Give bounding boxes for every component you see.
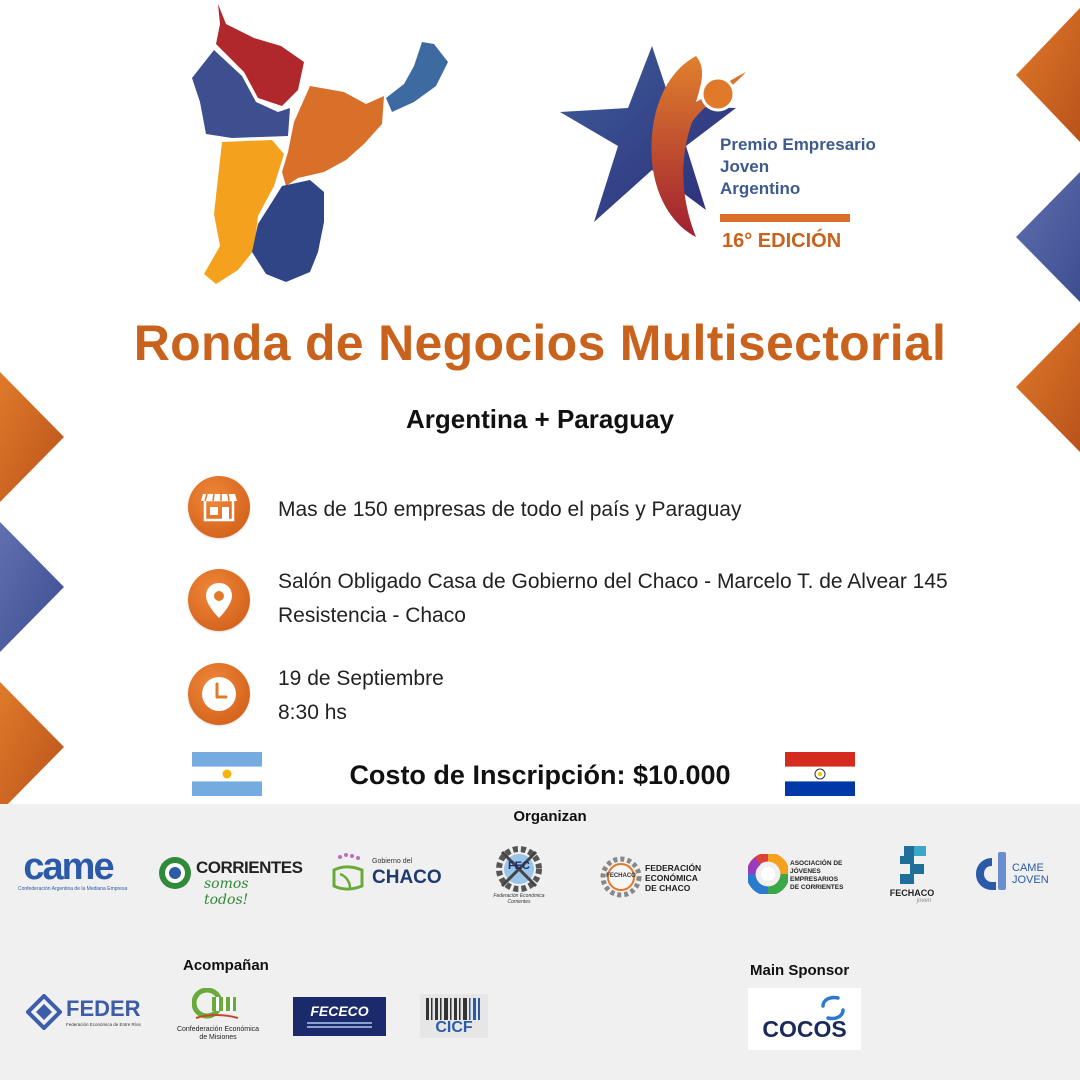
corrientes-shield-icon [158, 852, 192, 894]
event-subtitle: Argentina + Paraguay [405, 404, 675, 434]
award-name: Premio Empresario Joven Argentino [720, 135, 876, 198]
chaco-leaf-icon [330, 852, 366, 892]
store-icon [188, 476, 250, 538]
feder-logo: FEDER Federación Económica de Entre Ríos [26, 992, 141, 1034]
ajec-logo: ASOCIACIÓN DE JÓVENES EMPRESARIOS DE CORRIENTES [748, 852, 863, 896]
feder-diamond-icon [26, 994, 62, 1030]
event-title: Ronda de Negocios Multisectorial [133, 315, 947, 371]
came-logo: came Confederación Argentina de la Mediana Empresa [18, 846, 128, 892]
corrientes-logo: CORRIENTES somos todos! [158, 852, 283, 896]
came-joven-mark-icon [974, 850, 1010, 894]
fechaco-joven-mark-icon [892, 844, 932, 886]
info-location: Salón Obligado Casa de Gobierno del Chaco - Marcelo T. de Alvear 145 Resistencia - Chaco [278, 570, 948, 627]
chaco-government-logo: Gobierno del CHACO [330, 852, 450, 892]
supporters-heading: Acompañan [183, 957, 269, 974]
location-pin-icon [188, 569, 250, 631]
award-edition: 16° EDICIÓN [722, 230, 842, 252]
organizers-heading: Organizan [513, 808, 587, 825]
fechaco-joven-logo: FECHACO joven [884, 844, 940, 906]
cem-logo: Confederación Económica de Misiones [172, 988, 264, 1044]
info-companies: Mas de 150 empresas de todo el país y Paraguay [278, 498, 742, 521]
came-joven-logo: CAME JOVEN [974, 850, 1054, 894]
cicf-logo: CICF [420, 994, 488, 1038]
cem-mark-icon [192, 988, 242, 1022]
paraguay-flag-icon [785, 752, 855, 796]
cocos-logo: COCOS [748, 988, 861, 1050]
regional-map-logo [186, 2, 456, 287]
info-date: 19 de Septiembre 8:30 hs [278, 667, 444, 724]
registration-cost: Costo de Inscripción: $10.000 [349, 760, 731, 790]
award-divider [720, 214, 850, 222]
main-sponsor-heading: Main Sponsor [750, 962, 850, 979]
ajec-color-wheel-icon [748, 854, 788, 894]
fechaco-logo: FECHACO FEDERACIÓN ECONÓMICA DE CHACO [600, 856, 710, 898]
clock-icon [188, 663, 250, 725]
fececo-logo: FECECO [293, 997, 386, 1036]
fec-logo: FEC Federación Económica Corrientes [488, 844, 550, 906]
